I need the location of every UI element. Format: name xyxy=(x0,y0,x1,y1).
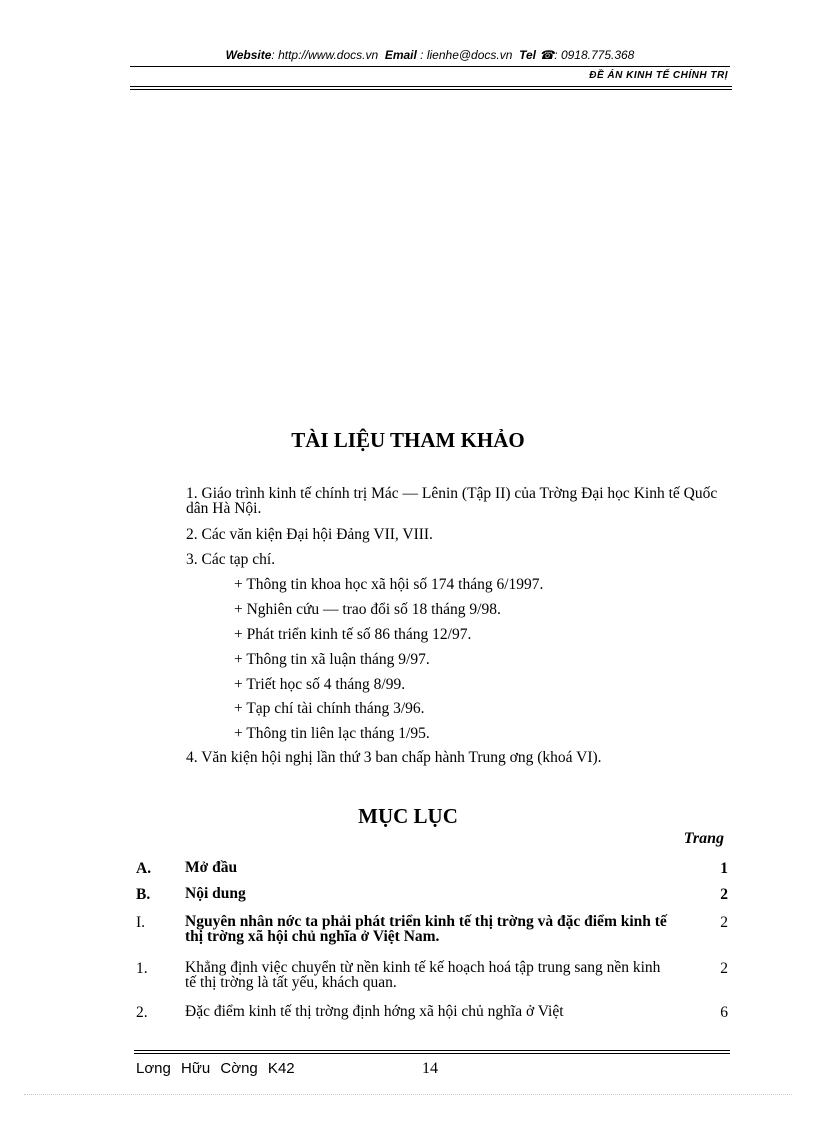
toc-text: Khẳng định việc chuyển từ nền kinh tế kế hoạch hoá tập trung sang nền kinh tế thị trờng là tất yếu, khách quan. xyxy=(185,959,661,991)
page-header xyxy=(130,48,730,62)
website-value: : http://www.docs.vn xyxy=(271,48,379,62)
toc-page: 2 xyxy=(720,914,728,931)
journal-item: + Thông tin xã luận tháng 9/97. xyxy=(234,651,430,668)
email-value: : lienhe@docs.vn xyxy=(420,48,513,62)
toc-text: Đặc điểm kinh tế thị trờng định hớng xã hội chủ nghĩa ở Việt xyxy=(185,1003,564,1020)
email-label: Email xyxy=(384,48,417,62)
reference-item: 4. Văn kiện hội nghị lần thứ 3 ban chấp hành Trung ơng (khoá VI). xyxy=(186,749,602,766)
toc-page: 1 xyxy=(720,860,728,877)
header-double-rule-top xyxy=(130,86,732,87)
tel-value: : 0918.775.368 xyxy=(554,48,635,62)
toc-text: Nội dung xyxy=(185,885,246,902)
toc-title: MỤC LỤC xyxy=(358,804,458,828)
footer-rule-top xyxy=(134,1050,730,1051)
header-tag: ĐỀ ÁN KINH TẾ CHÍNH TRỊ xyxy=(589,70,728,81)
toc-text: Nguyên nhân nớc ta phải phát triển kinh tế thị trờng và đặc điểm kinh tế thị trờng xã hội chủ nghĩa ở Việt Nam. xyxy=(185,913,667,945)
journal-item: + Nghiên cứu — trao đổi số 18 tháng 9/98. xyxy=(234,601,501,618)
references-title: TÀI LIỆU THAM KHẢO xyxy=(291,428,525,452)
toc-key: 1. xyxy=(136,960,148,977)
reference-item: 3. Các tạp chí. xyxy=(186,551,276,568)
toc-key: B. xyxy=(136,886,151,903)
phone-icon: ☎ xyxy=(539,48,555,62)
page-edge-divider xyxy=(24,1094,792,1095)
tel-label: Tel xyxy=(519,48,536,62)
journal-item: + Thông tin khoa học xã hội số 174 tháng 6/1997. xyxy=(234,576,544,593)
toc-page: 2 xyxy=(720,886,728,903)
toc-page: 6 xyxy=(720,1004,728,1021)
header-double-rule-bottom xyxy=(130,89,732,90)
toc-page: 2 xyxy=(720,960,728,977)
header-rule xyxy=(130,66,730,67)
toc-page-label: Trang xyxy=(683,830,724,847)
page-number: 14 xyxy=(422,1060,438,1077)
toc-text: Mở đầu xyxy=(185,859,238,876)
journal-item: + Tạp chí tài chính tháng 3/96. xyxy=(234,700,425,717)
footer-rule-bottom xyxy=(134,1053,730,1054)
journal-item: + Phát triển kinh tế số 86 tháng 12/97. xyxy=(234,626,472,643)
toc-key: A. xyxy=(136,860,152,877)
footer-author: Lơng Hữu Cờng K42 xyxy=(136,1060,295,1077)
journal-item: + Thông tin liên lạc tháng 1/95. xyxy=(234,725,430,742)
toc-key: I. xyxy=(136,914,146,931)
toc-key: 2. xyxy=(136,1004,148,1021)
journal-item: + Triết học số 4 tháng 8/99. xyxy=(234,676,406,693)
website-label: Website xyxy=(225,48,272,62)
reference-item: 1. Giáo trình kinh tế chính trị Mác — Lênin (Tập II) của Trờng Đại học Kinh tế Quốc dân Hà Nội. xyxy=(186,485,718,517)
reference-item: 2. Các văn kiện Đại hội Đảng VII, VIII. xyxy=(186,526,433,543)
